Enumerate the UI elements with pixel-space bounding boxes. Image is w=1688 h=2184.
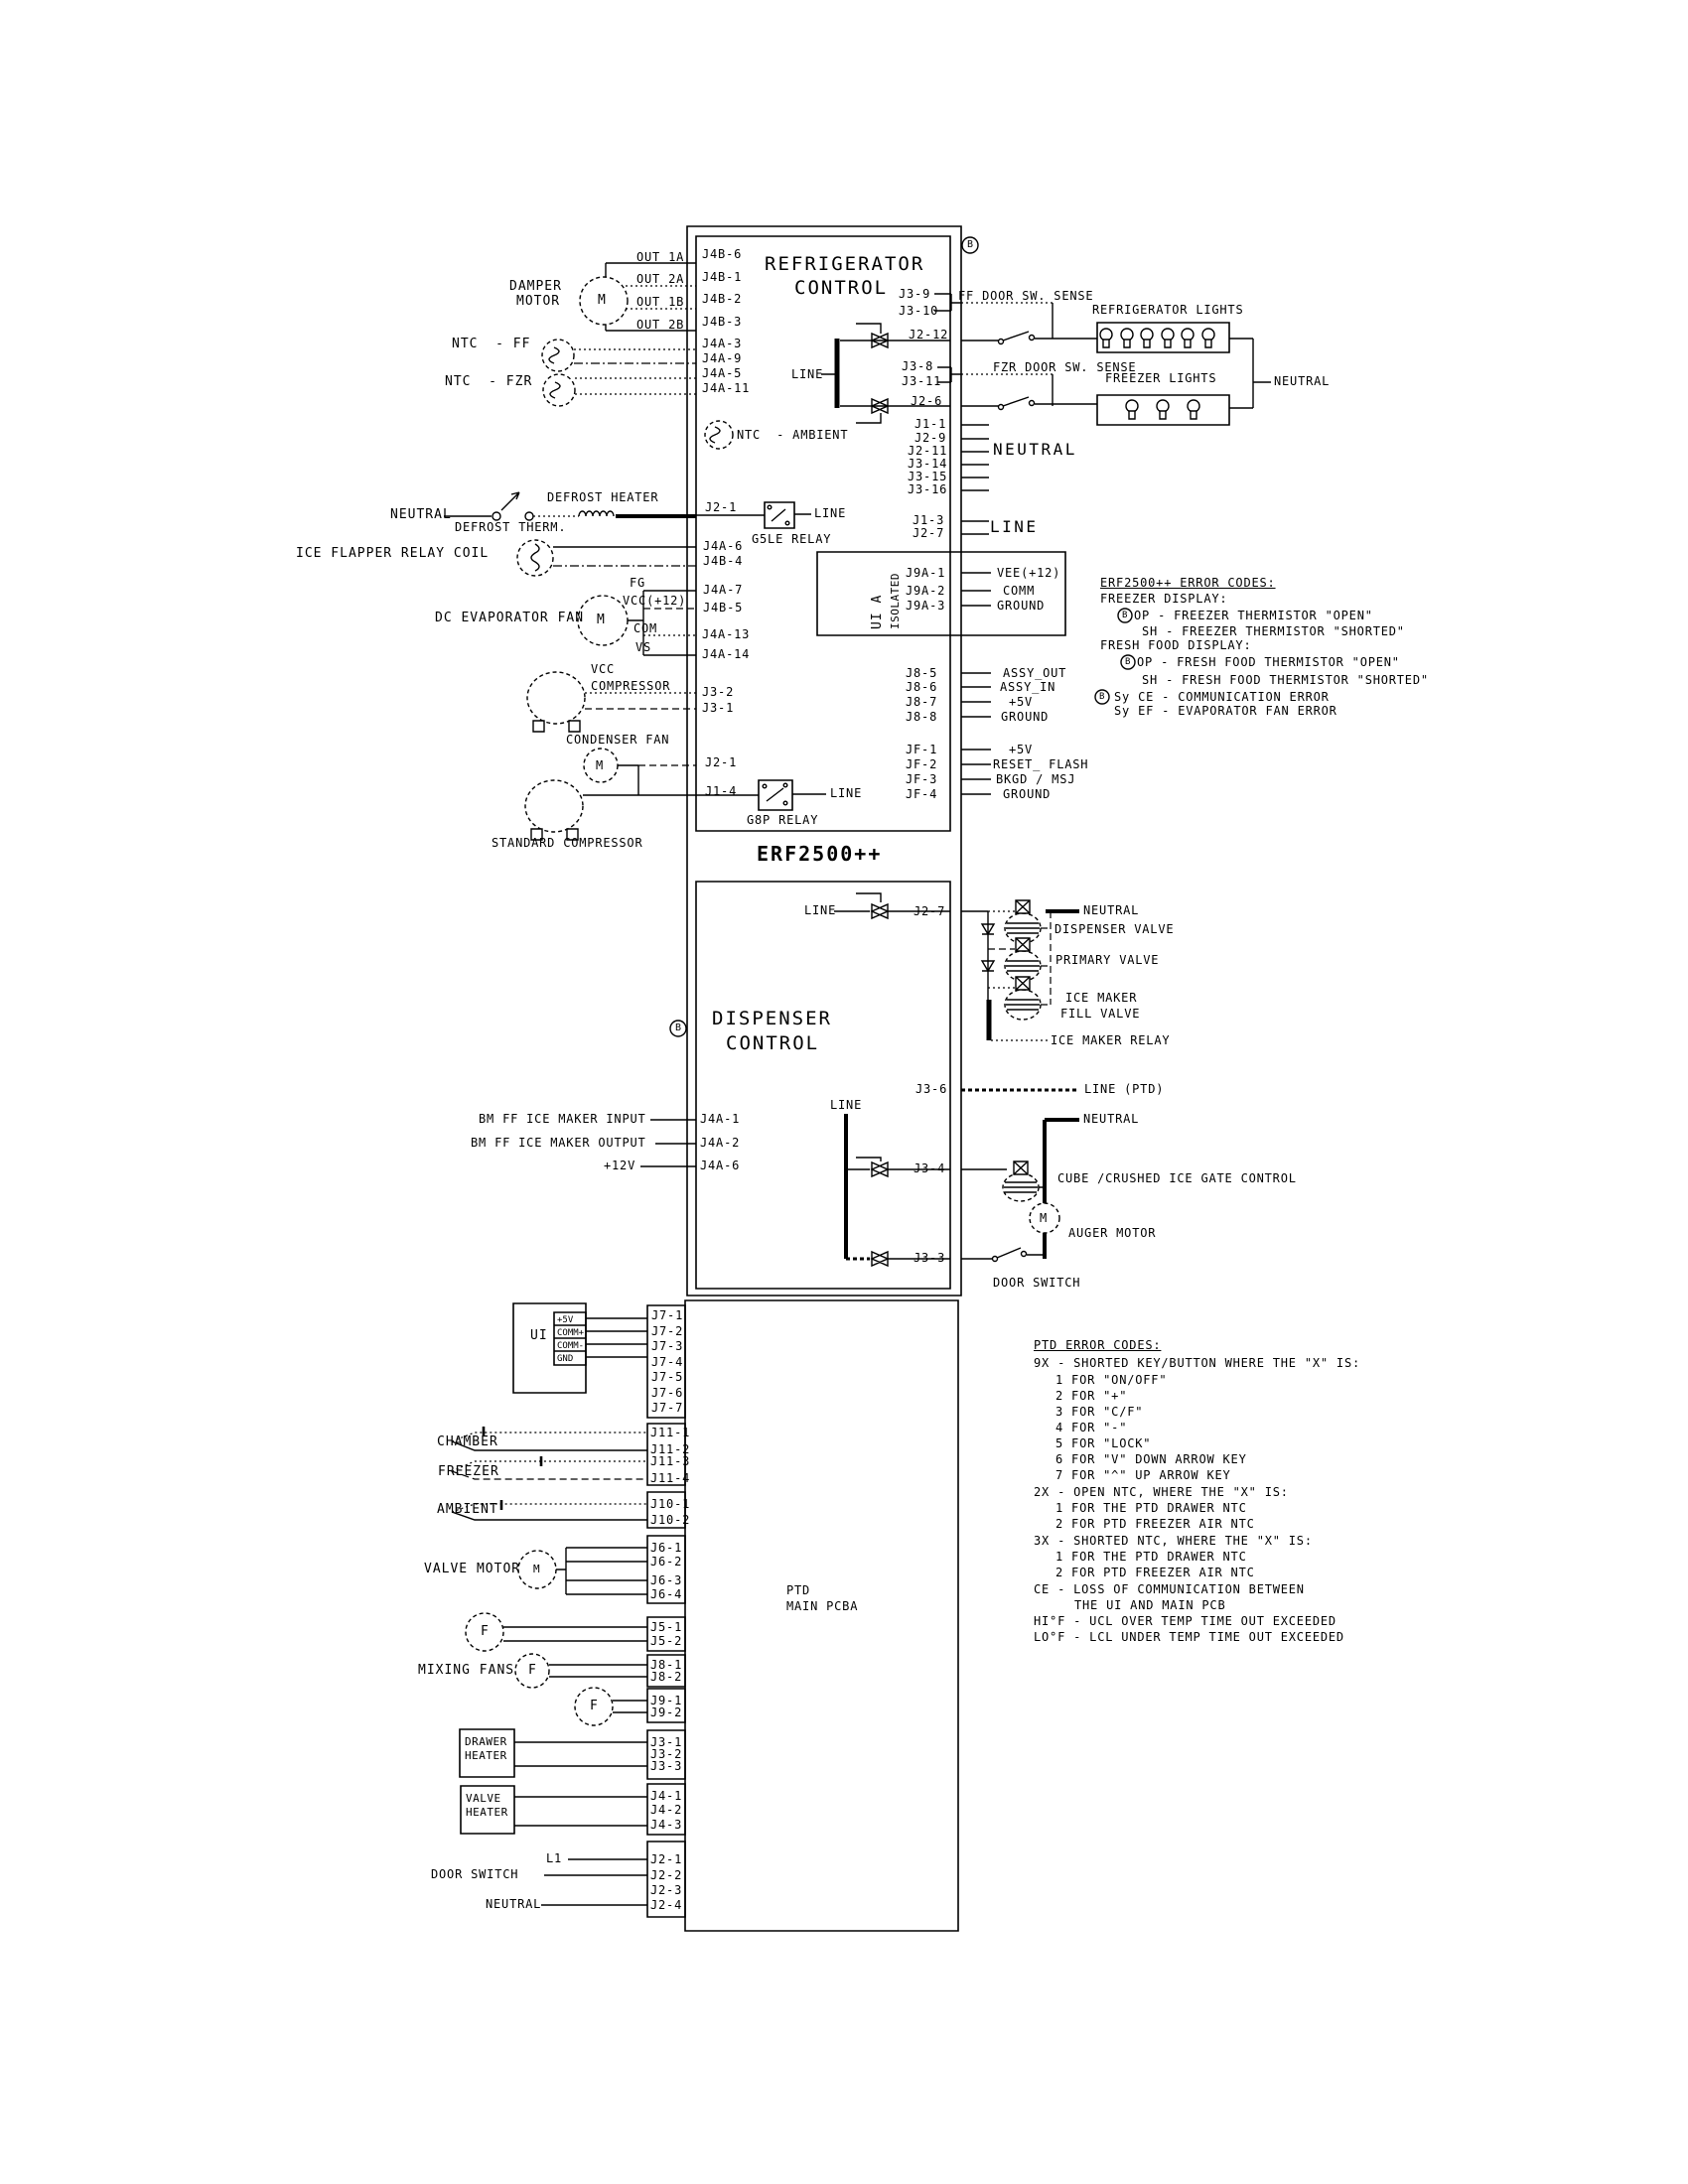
line-label: LINE: [791, 367, 824, 381]
valve-heater-label: VALVE: [466, 1792, 501, 1805]
pin: J7-6: [651, 1386, 684, 1400]
wire-label-vcc12: VCC(+12): [623, 594, 687, 608]
ptd-pcba-label: PTD: [786, 1583, 811, 1597]
pin: J3-16: [908, 482, 948, 496]
pin: J7-4: [651, 1355, 684, 1369]
board-name: ERF2500++: [757, 842, 883, 866]
pin: J4A-9: [702, 351, 743, 365]
error-line: 2 FOR PTD FREEZER AIR NTC: [1055, 1566, 1255, 1579]
pin: J2-7: [913, 526, 945, 540]
g5le-relay-label: G5LE RELAY: [752, 532, 832, 546]
vcc-compressor-label2: COMPRESSOR: [591, 679, 671, 693]
l1-label: L1: [546, 1851, 563, 1865]
isolated-label: ISOLATED: [889, 573, 902, 629]
line-label: LINE: [830, 1098, 863, 1112]
lights-neutral-label: NEUTRAL: [1274, 374, 1331, 388]
wire-label-out2a: OUT 2A: [636, 272, 685, 286]
vcc-compressor-label: VCC: [591, 662, 616, 676]
pin: J2-7: [914, 904, 946, 918]
pin: J2-9: [914, 431, 947, 445]
cube-crushed-gate-label: CUBE /CRUSHED ICE GATE CONTROL: [1057, 1171, 1297, 1185]
error-line: 2X - OPEN NTC, WHERE THE "X" IS:: [1034, 1485, 1289, 1499]
wire-label-vs: VS: [635, 640, 652, 654]
pin: J9-2: [650, 1706, 683, 1719]
ptd-error-codes-title: PTD ERROR CODES:: [1034, 1338, 1162, 1352]
pin: J3-4: [914, 1161, 946, 1175]
pin: J2-2: [650, 1868, 683, 1882]
pin: J6-1: [650, 1541, 683, 1555]
drawer-heater-label2: HEATER: [465, 1749, 507, 1762]
error-line: FREEZER DISPLAY:: [1100, 592, 1228, 606]
ui-pin: GND: [557, 1354, 574, 1364]
damper-motor-label: DAMPER: [509, 279, 562, 294]
pin: J8-6: [906, 680, 938, 694]
pin: J4A-5: [702, 366, 743, 380]
fzr-door-sense-label: FZR DOOR SW. SENSE: [993, 360, 1137, 374]
pin: J3-3: [914, 1251, 946, 1265]
pin: J3-15: [908, 470, 948, 483]
dispenser-control-title2: CONTROL: [726, 1032, 820, 1054]
freezer-lights-label: FREEZER LIGHTS: [1105, 371, 1217, 385]
refrigerator-control-title2: CONTROL: [794, 277, 889, 299]
pin: J7-2: [651, 1324, 684, 1338]
pin: J4B-2: [702, 292, 743, 306]
error-line: 3X - SHORTED NTC, WHERE THE "X" IS:: [1034, 1534, 1313, 1548]
pin: J5-1: [650, 1620, 683, 1634]
error-line: 1 FOR THE PTD DRAWER NTC: [1055, 1501, 1247, 1515]
pin: J4B-1: [702, 270, 743, 284]
pin: J4A-3: [702, 337, 743, 350]
line-label: LINE: [804, 903, 837, 917]
wire-label-5v: +5V: [1009, 695, 1034, 709]
pin: J4A-13: [702, 627, 751, 641]
error-line: SH - FREEZER THERMISTOR "SHORTED": [1142, 624, 1405, 638]
line-ptd-label: LINE (PTD): [1084, 1082, 1165, 1096]
pin: J11-3: [650, 1454, 691, 1468]
pin: J8-1: [650, 1658, 683, 1672]
pin: J7-3: [651, 1339, 684, 1353]
pin: J2-1: [650, 1852, 683, 1866]
pin: J8-7: [906, 695, 938, 709]
pin: J2-1: [705, 755, 738, 769]
ntc-ff-icon: [542, 340, 574, 371]
pin: J4A-7: [703, 583, 744, 597]
pin: J4A-11: [702, 381, 751, 395]
pin: J9A-2: [906, 584, 946, 598]
error-line: 2 FOR PTD FREEZER AIR NTC: [1055, 1517, 1255, 1531]
pin: J7-7: [651, 1401, 684, 1415]
pin: J7-1: [651, 1308, 684, 1322]
valve-heater-label2: HEATER: [466, 1806, 508, 1819]
neutral-label: NEUTRAL: [486, 1897, 542, 1911]
pin: JF-4: [906, 787, 938, 801]
error-line: 3 FOR "C/F": [1055, 1405, 1144, 1419]
erf-error-codes-title: ERF2500++ ERROR CODES:: [1100, 576, 1276, 590]
refrigerator-lights-label: REFRIGERATOR LIGHTS: [1092, 303, 1244, 317]
badge-b: B: [1099, 692, 1105, 702]
ntc-ambient-label: NTC - AMBIENT: [737, 428, 849, 442]
door-switch-label: DOOR SWITCH: [993, 1276, 1081, 1290]
ntc-ff-label: NTC - FF: [452, 337, 531, 351]
pin: J3-1: [702, 701, 735, 715]
pin: J3-10: [899, 304, 939, 318]
pin: J3-3: [650, 1759, 683, 1773]
ice-maker-fill-valve-label: ICE MAKER: [1065, 991, 1138, 1005]
neutral-label: NEUTRAL: [1083, 1112, 1140, 1126]
ice-flapper-relay-coil-label: ICE FLAPPER RELAY COIL: [296, 546, 490, 561]
chamber-sensor-label: CHAMBER: [437, 1434, 498, 1449]
pin: J3-14: [908, 457, 948, 471]
error-line: HI°F - UCL OVER TEMP TIME OUT EXCEEDED: [1034, 1614, 1336, 1628]
error-line: THE UI AND MAIN PCB: [1074, 1598, 1226, 1612]
pin: J6-3: [650, 1573, 683, 1587]
error-line: 7 FOR "^" UP ARROW KEY: [1055, 1468, 1231, 1482]
dispenser-valve-label: DISPENSER VALVE: [1055, 922, 1175, 936]
condenser-fan-label: CONDENSER FAN: [566, 733, 670, 747]
defrost-heater-label: DEFROST HEATER: [547, 490, 659, 504]
ntc-ambient-icon: [705, 421, 733, 449]
mixing-fans-label: MIXING FANS: [418, 1663, 515, 1678]
wire-label-bkgd: BKGD / MSJ: [996, 772, 1076, 786]
damper-motor-label2: MOTOR: [516, 294, 561, 309]
ui-pin: COMM+: [557, 1328, 585, 1338]
valve-icons: [1003, 900, 1041, 1201]
relay-contact-icons: [763, 505, 789, 805]
pin: J4A-6: [700, 1159, 741, 1172]
door-switch-label: DOOR SWITCH: [431, 1867, 519, 1881]
pin: J2-11: [908, 444, 948, 458]
fan-letter: F: [590, 1699, 599, 1713]
pin: J1-4: [705, 784, 738, 798]
wire-label-vee: VEE(+12): [997, 566, 1061, 580]
pin: J3-6: [915, 1082, 948, 1096]
ui-pin: +5V: [557, 1315, 574, 1325]
ui-label: UI: [530, 1328, 548, 1343]
pin: J8-2: [650, 1670, 683, 1684]
pin: J3-11: [902, 374, 942, 388]
ntc-fzr-label: NTC - FZR: [445, 374, 533, 389]
pin: J1-1: [914, 417, 947, 431]
badge-b: B: [967, 239, 974, 250]
dc-evaporator-fan-label: DC EVAPORATOR FAN: [435, 611, 585, 625]
pin: J8-8: [906, 710, 938, 724]
pin: J9-1: [650, 1694, 683, 1707]
pin: J4-1: [650, 1789, 683, 1803]
pin: J4-2: [650, 1803, 683, 1817]
pin: J3-2: [702, 685, 735, 699]
motor-letter: M: [598, 293, 607, 308]
ff-door-sense-label: FF DOOR SW. SENSE: [958, 289, 1094, 303]
error-line: 1 FOR THE PTD DRAWER NTC: [1055, 1550, 1247, 1564]
error-line: 1 FOR "ON/OFF": [1055, 1373, 1168, 1387]
plus12v-label: +12V: [604, 1159, 636, 1172]
motor-letter: M: [1040, 1211, 1049, 1225]
pin: J10-2: [650, 1513, 691, 1527]
pin: J2-4: [650, 1898, 683, 1912]
wire-label-reset-flash: RESET_ FLASH: [993, 757, 1089, 771]
pin: J7-5: [651, 1370, 684, 1384]
neutral-label: NEUTRAL: [993, 440, 1077, 459]
wire-label-assy-in: ASSY_IN: [1000, 680, 1056, 694]
fan-letter: F: [481, 1624, 490, 1639]
error-line: SH - FRESH FOOD THERMISTOR "SHORTED": [1142, 673, 1429, 687]
badge-b: B: [1125, 657, 1131, 667]
wire-label-5v: +5V: [1009, 743, 1034, 756]
dispenser-control-title: DISPENSER: [712, 1008, 832, 1029]
error-line: LO°F - LCL UNDER TEMP TIME OUT EXCEEDED: [1034, 1630, 1344, 1644]
error-line: Sy EF - EVAPORATOR FAN ERROR: [1114, 704, 1337, 718]
error-line: CE - LOSS OF COMMUNICATION BETWEEN: [1034, 1582, 1305, 1596]
pin: J3-8: [902, 359, 934, 373]
motor-letter: M: [597, 613, 606, 627]
pin: J4B-3: [702, 315, 743, 329]
error-line: 4 FOR "-": [1055, 1421, 1128, 1434]
pin: J11-1: [650, 1426, 691, 1439]
wire-label-fg: FG: [630, 576, 646, 590]
pin: J4A-14: [702, 647, 751, 661]
auger-motor-label: AUGER MOTOR: [1068, 1226, 1157, 1240]
wire-label-ground: GROUND: [997, 599, 1046, 613]
ptd-pcba-label2: MAIN PCBA: [786, 1599, 859, 1613]
g8p-relay-label: G8P RELAY: [747, 813, 819, 827]
ice-maker-relay-label: ICE MAKER RELAY: [1051, 1033, 1171, 1047]
primary-valve-label: PRIMARY VALVE: [1055, 953, 1160, 967]
line-label: LINE: [814, 506, 847, 520]
pin: J2-1: [705, 500, 738, 514]
wire-label-comm: COMM: [1003, 584, 1036, 598]
pin: J4A-2: [700, 1136, 741, 1150]
wire-label-out1b: OUT 1B: [636, 295, 685, 309]
bm-ff-ice-maker-input-label: BM FF ICE MAKER INPUT: [479, 1112, 646, 1126]
line-label-big: LINE: [990, 517, 1039, 536]
pin: J3-1: [650, 1735, 683, 1749]
valve-motor-label: VALVE MOTOR: [424, 1562, 521, 1576]
ui-pin: COMM-: [557, 1341, 585, 1351]
pin: J9A-1: [906, 566, 946, 580]
pin: JF-2: [906, 757, 938, 771]
error-line: 2 FOR "+": [1055, 1389, 1128, 1403]
badge-b: B: [675, 1023, 682, 1033]
freezer-sensor-label: FREEZER: [438, 1464, 499, 1479]
pin: J6-4: [650, 1587, 683, 1601]
error-line: FRESH FOOD DISPLAY:: [1100, 638, 1252, 652]
defrost-neutral-label: NEUTRAL: [390, 507, 452, 522]
drawer-heater-label: DRAWER: [465, 1735, 507, 1748]
ambient-sensor-label: AMBIENT: [437, 1502, 498, 1517]
defrost-therm-label: DEFROST THERM.: [455, 520, 567, 534]
pin: J2-12: [909, 328, 949, 341]
pin: J2-3: [650, 1883, 683, 1897]
error-line: 5 FOR "LOCK": [1055, 1436, 1152, 1450]
wire-label-com: COM: [633, 621, 658, 635]
wire-label-assy-out: ASSY_OUT: [1003, 666, 1067, 680]
pin: J11-2: [650, 1442, 691, 1456]
pin: J4B-4: [703, 554, 744, 568]
pin: J4-3: [650, 1818, 683, 1832]
standard-compressor-label: STANDARD COMPRESSOR: [492, 836, 643, 850]
pin: J3-2: [650, 1747, 683, 1761]
wire-label-out1a: OUT 1A: [636, 250, 685, 264]
refrigerator-control-title: REFRIGERATOR: [765, 253, 925, 275]
pin: JF-3: [906, 772, 938, 786]
ui-a-label: UI A: [870, 594, 885, 629]
badge-b: B: [1122, 611, 1128, 620]
error-line: 9X - SHORTED KEY/BUTTON WHERE THE "X" IS:: [1034, 1356, 1361, 1370]
wire-label-ground: GROUND: [1003, 787, 1052, 801]
wire-label-out2b: OUT 2B: [636, 318, 685, 332]
triac-icons: [872, 334, 888, 1266]
ice-maker-fill-valve-label2: FILL VALVE: [1060, 1007, 1141, 1021]
pin: J9A-3: [906, 599, 946, 613]
fan-letter: F: [528, 1663, 537, 1678]
ntc-fzr-icon: [543, 374, 575, 406]
pin: J11-4: [650, 1471, 691, 1485]
error-line: OP - FREEZER THERMISTOR "OPEN": [1134, 609, 1373, 622]
pin: J4A-6: [703, 539, 744, 553]
motor-letter: M: [533, 1563, 541, 1575]
line-label: LINE: [830, 786, 863, 800]
error-line: OP - FRESH FOOD THERMISTOR "OPEN": [1137, 655, 1400, 669]
pin: J4A-1: [700, 1112, 741, 1126]
pin: J6-2: [650, 1555, 683, 1569]
defrost-heater-coil-icon: [579, 511, 614, 516]
standard-compressor-icon: [525, 780, 583, 832]
wire-label-ground: GROUND: [1001, 710, 1050, 724]
pin: J10-1: [650, 1497, 691, 1511]
valves-neutral-label: NEUTRAL: [1083, 903, 1140, 917]
pin: J1-3: [913, 513, 945, 527]
pin: JF-1: [906, 743, 938, 756]
bm-ff-ice-maker-output-label: BM FF ICE MAKER OUTPUT: [471, 1136, 646, 1150]
pin: J8-5: [906, 666, 938, 680]
error-line: 6 FOR "V" DOWN ARROW KEY: [1055, 1452, 1247, 1466]
pin: J5-2: [650, 1634, 683, 1648]
pin: J3-9: [899, 287, 931, 301]
pin: J4B-6: [702, 247, 743, 261]
pin: J4B-5: [703, 601, 744, 614]
error-line: Sy CE - COMMUNICATION ERROR: [1114, 690, 1330, 704]
pin: J2-6: [911, 394, 943, 408]
vcc-compressor-icon: [527, 672, 585, 724]
motor-letter: M: [596, 758, 605, 772]
